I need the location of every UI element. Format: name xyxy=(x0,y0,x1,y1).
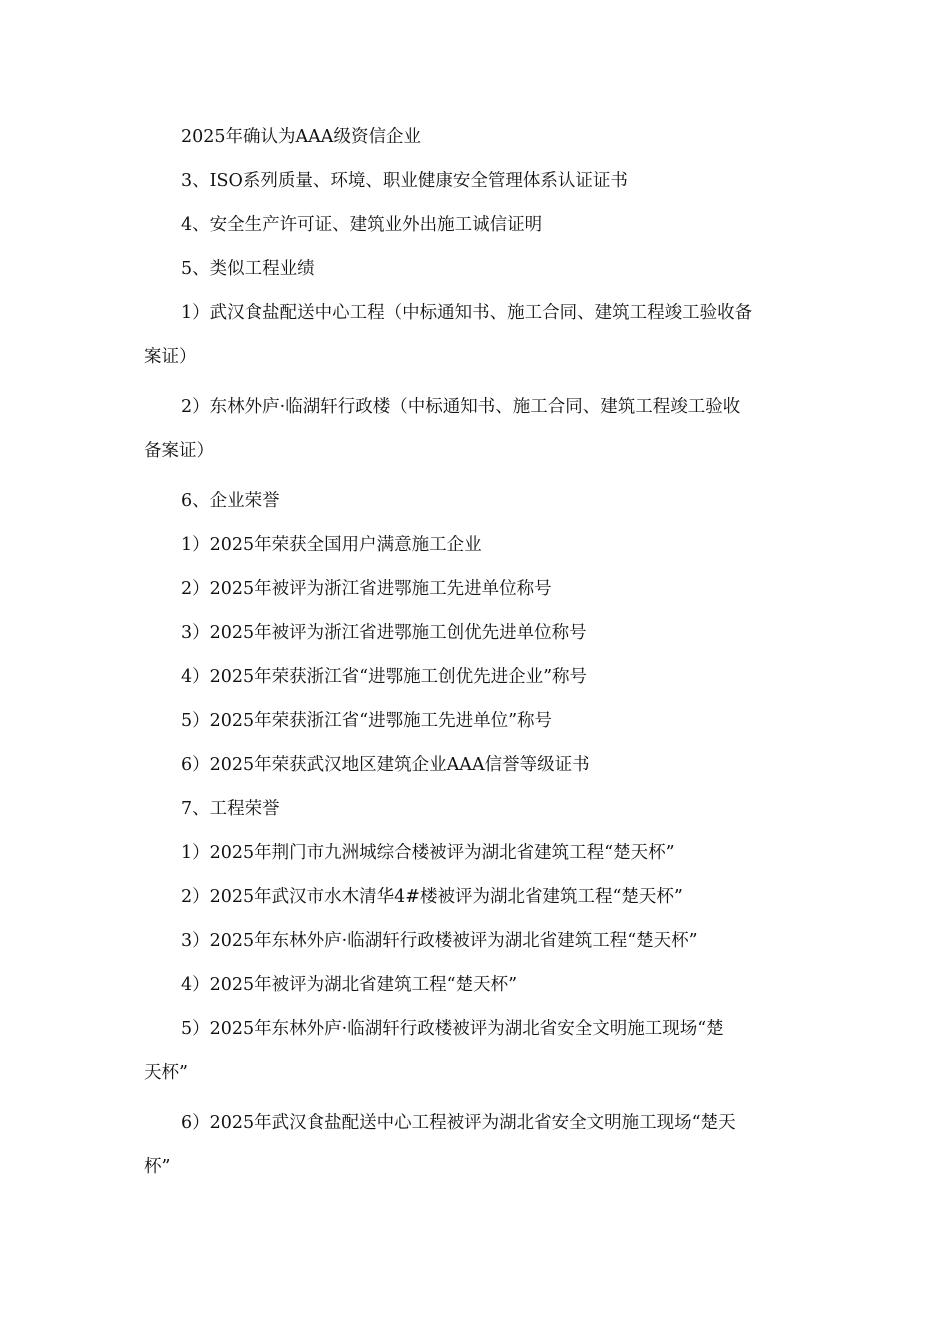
paragraph: 5）2025年东林外庐·临湖轩行政楼被评为湖北省安全文明施工现场“楚 xyxy=(181,1019,724,1039)
paragraph: 4、安全生产许可证、建筑业外出施工诚信证明 xyxy=(181,215,543,235)
paragraph: 2）2025年武汉市水木清华4#楼被评为湖北省建筑工程“楚天杯” xyxy=(181,887,683,907)
paragraph: 2）2025年被评为浙江省进鄂施工先进单位称号 xyxy=(181,579,552,599)
paragraph: 1）2025年荣获全国用户满意施工企业 xyxy=(181,535,482,555)
paragraph: 7、工程荣誉 xyxy=(181,799,280,819)
paragraph: 2025年确认为AAA级资信企业 xyxy=(181,127,421,147)
paragraph-continuation: 案证） xyxy=(144,347,197,367)
paragraph-continuation: 天杯” xyxy=(144,1063,188,1083)
paragraph: 3、ISO系列质量、环境、职业健康安全管理体系认证证书 xyxy=(181,171,628,191)
paragraph-continuation: 杯” xyxy=(144,1157,171,1177)
paragraph-continuation: 备案证） xyxy=(144,441,214,461)
paragraph: 3）2025年东林外庐·临湖轩行政楼被评为湖北省建筑工程“楚天杯” xyxy=(181,931,698,951)
paragraph: 3）2025年被评为浙江省进鄂施工创优先进单位称号 xyxy=(181,623,587,643)
paragraph: 1）2025年荆门市九洲城综合楼被评为湖北省建筑工程“楚天杯” xyxy=(181,843,675,863)
paragraph: 6）2025年荣获武汉地区建筑企业AAA信誉等级证书 xyxy=(181,755,590,775)
paragraph: 4）2025年荣获浙江省“进鄂施工创优先进企业”称号 xyxy=(181,667,588,687)
paragraph: 4）2025年被评为湖北省建筑工程“楚天杯” xyxy=(181,975,518,995)
paragraph: 5、类似工程业绩 xyxy=(181,259,315,279)
document-body xyxy=(144,122,808,1202)
paragraph: 5）2025年荣获浙江省“进鄂施工先进单位”称号 xyxy=(181,711,553,731)
paragraph: 6）2025年武汉食盐配送中心工程被评为湖北省安全文明施工现场“楚天 xyxy=(181,1113,736,1133)
paragraph: 6、企业荣誉 xyxy=(181,491,280,511)
paragraph: 2）东林外庐·临湖轩行政楼（中标通知书、施工合同、建筑工程竣工验收 xyxy=(181,397,741,417)
paragraph: 1）武汉食盐配送中心工程（中标通知书、施工合同、建筑工程竣工验收备 xyxy=(181,303,753,323)
